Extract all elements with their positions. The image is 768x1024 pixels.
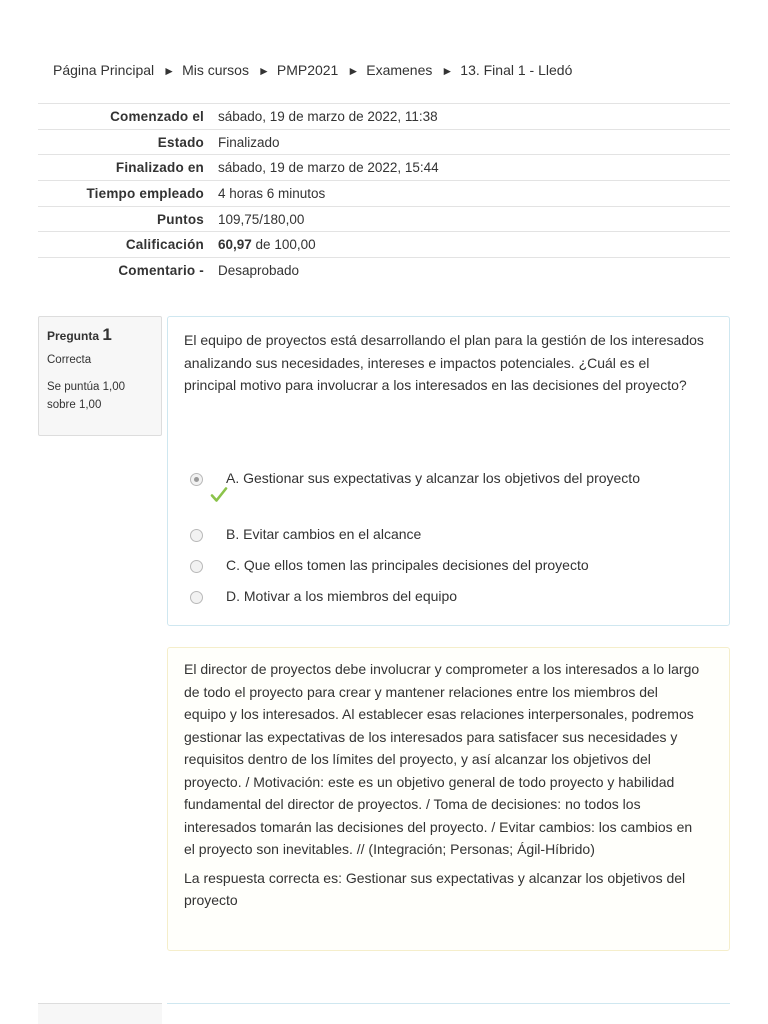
marks-value: 109,75/180,00 bbox=[218, 211, 305, 227]
finished-value: sábado, 19 de marzo de 2022, 15:44 bbox=[218, 160, 439, 176]
answer-label-c: C. Que ellos tomen las principales decisiones del proyecto bbox=[226, 557, 589, 573]
summary-row-time bbox=[38, 181, 730, 207]
checkmark-icon bbox=[210, 486, 228, 504]
time-taken-value: 4 horas 6 minutos bbox=[218, 185, 326, 201]
feedback-box bbox=[167, 647, 730, 951]
radio-button-b[interactable] bbox=[190, 529, 203, 542]
state-value: Finalizado bbox=[218, 134, 280, 150]
question-number bbox=[47, 325, 153, 345]
breadcrumb-course-link[interactable]: PMP2021 bbox=[276, 62, 339, 78]
summary-row-finished bbox=[38, 155, 730, 181]
answer-label-b: B. Evitar cambios en el alcance bbox=[226, 526, 422, 542]
breadcrumb-home-link[interactable]: Página Principal bbox=[53, 62, 155, 78]
right-answer: La respuesta correcta es: Gestionar sus expectativas y alcanzar los objetivos del proyecto bbox=[184, 869, 686, 908]
state-label: Estado bbox=[157, 134, 204, 150]
summary-row-started bbox=[38, 104, 730, 130]
general-feedback: El director de proyectos debe involucrar y comprometer a los interesados a lo largo de todo el proyecto para crear y mantener relaciones entre los miembros del equipo y los interesados. Al establecer esas relaciones interpersonales, podremos gestionar las expectativas de los interesados para satisfacer sus necesidades y requisitos dentro de los límites del proyecto, y así alcanzar los objetivos del proyecto. / Motivación: este es un objetivo general de todo proyecto y habilidad fundamental del director de proyectos. / Toma de decisiones: no todos los interesados tomarán las decisiones del proyecto. / Evitar cambios: los cambios en el proyecto son inevitables. // (Integración; Personas; Ágil-Híbrido) bbox=[184, 661, 700, 857]
next-question-info-box bbox=[38, 1003, 162, 1024]
summary-row-grade bbox=[38, 232, 730, 258]
radio-button-c[interactable] bbox=[190, 560, 203, 573]
finished-label: Finalizado en bbox=[115, 160, 204, 176]
question-grade-line1: Se puntúa 1,00 bbox=[47, 381, 126, 393]
answer-option-d[interactable] bbox=[190, 582, 640, 613]
breadcrumb-separator-icon: ► bbox=[441, 64, 454, 78]
breadcrumb-separator-icon: ► bbox=[163, 64, 176, 78]
answer-option-c[interactable] bbox=[190, 551, 640, 582]
answer-option-b[interactable] bbox=[190, 520, 640, 551]
radio-button-d[interactable] bbox=[190, 591, 203, 604]
started-value: sábado, 19 de marzo de 2022, 11:38 bbox=[218, 108, 438, 124]
answer-option-a[interactable] bbox=[190, 464, 640, 520]
question-state: Correcta bbox=[47, 354, 92, 366]
radio-button-a[interactable] bbox=[190, 473, 203, 486]
answer-options bbox=[190, 464, 640, 613]
answer-label-a: A. Gestionar sus expectativas y alcanzar los objetivos del proyecto bbox=[226, 470, 640, 486]
breadcrumb-quiz-link[interactable]: 13. Final 1 - Lledó bbox=[460, 62, 573, 78]
grade-suffix: de 100,00 bbox=[251, 237, 316, 253]
breadcrumb-separator-icon: ► bbox=[257, 64, 270, 78]
breadcrumb-exams-link[interactable]: Examenes bbox=[366, 62, 433, 78]
question-number-value: 1 bbox=[102, 325, 112, 344]
question-label: Pregunta bbox=[47, 329, 100, 343]
breadcrumb-my-courses-link[interactable]: Mis cursos bbox=[182, 62, 249, 78]
time-taken-label: Tiempo empleado bbox=[86, 185, 204, 201]
question-grade-line2: sobre 1,00 bbox=[47, 399, 102, 411]
grade-label: Calificación bbox=[125, 237, 204, 253]
started-label: Comenzado el bbox=[110, 108, 204, 124]
summary-row-state bbox=[38, 129, 730, 155]
grade-value: 60,97 bbox=[218, 237, 252, 253]
breadcrumb-separator-icon: ► bbox=[347, 64, 360, 78]
question-grade bbox=[47, 378, 153, 414]
question-info-box bbox=[38, 316, 162, 436]
next-question-formulation bbox=[167, 1003, 730, 1024]
comment-value: Desaprobado bbox=[218, 263, 300, 279]
grade-value-cell bbox=[211, 232, 730, 258]
attempt-summary-table bbox=[38, 103, 730, 283]
answer-label-d: D. Motivar a los miembros del equipo bbox=[226, 588, 458, 604]
marks-label: Puntos bbox=[157, 211, 204, 227]
breadcrumb bbox=[53, 62, 572, 78]
comment-label: Comentario - bbox=[118, 263, 204, 279]
summary-row-comment bbox=[38, 258, 730, 284]
question-text: El equipo de proyectos está desarrollando el plan para la gestión de los interesados analizando sus necesidades, intereses e impactos potenciales. ¿Cuál es el principal motivo para involucrar a los interesados en las decisiones del proyecto? bbox=[184, 332, 704, 393]
summary-row-marks bbox=[38, 206, 730, 232]
question-formulation bbox=[167, 316, 730, 626]
